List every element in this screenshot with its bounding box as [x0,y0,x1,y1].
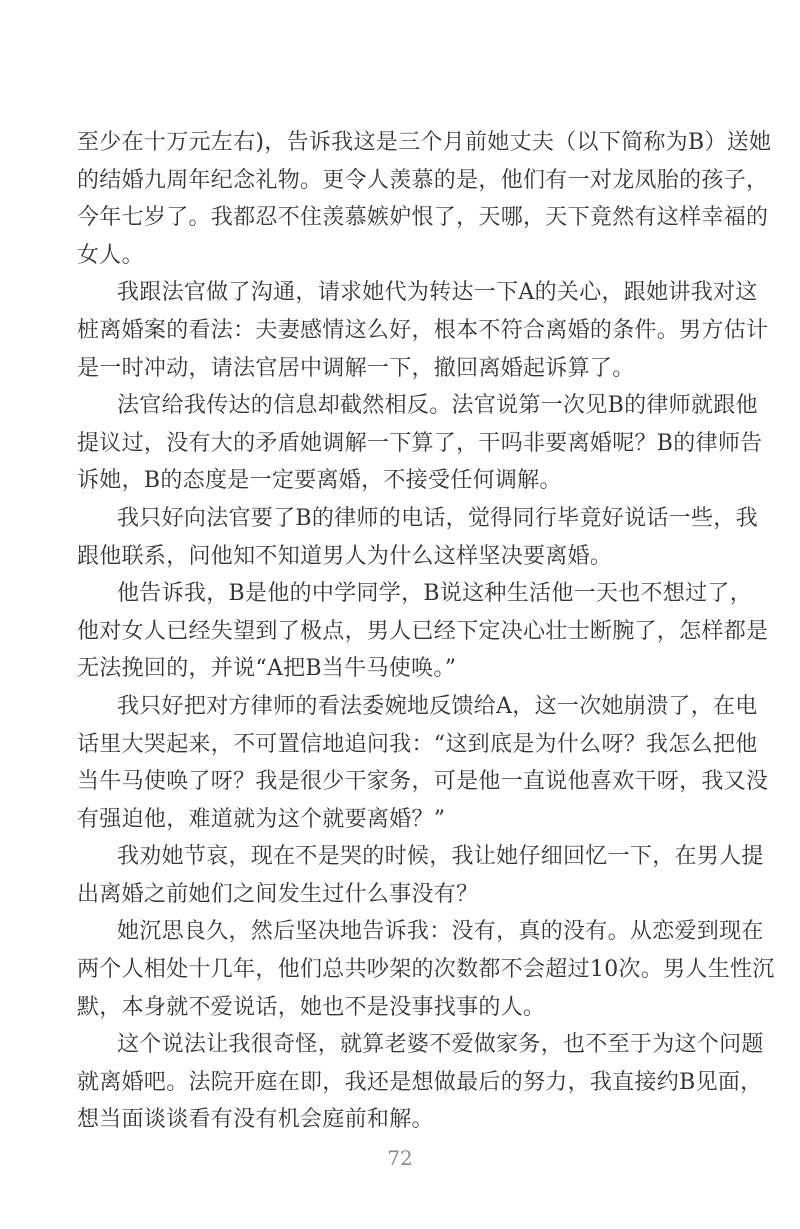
text-line: 我只好把对方律师的看法委婉地反馈给A，这一次她崩溃了，在电 [117,693,758,719]
text-line: 默，本身就不爱说话，她也不是没事找事的人。 [77,994,546,1020]
text-line: 话里大哭起来，不可置信地追问我：“这到底是为什么呀？我怎么把他 [77,731,758,757]
text-line: 这个说法让我很奇怪，就算老婆不爱做家务，也不至于为这个问题 [117,1032,764,1058]
text-line: 无法挽回的，并说“A把B当牛马使唤。” [77,656,457,682]
text-line: 出离婚之前她们之间发生过什么事没有？ [77,881,479,907]
text-line: 跟他联系，问他知不知道男人为什么这样坚决要离婚。 [77,543,613,569]
text-line: 就离婚吧。法院开庭在即，我还是想做最后的努力，我直接约B见面， [77,1069,763,1095]
text-line: 他告诉我，B是他的中学同学，B说这种生活他一天也不想过了， [117,581,753,607]
page-number: 72 [387,1146,413,1170]
text-line: 他对女人已经失望到了极点，男人已经下定决心壮士断腕了，怎样都是 [77,618,769,644]
text-line: 两个人相处十几年，他们总共吵架的次数都不会超过10次。男人生性沉 [77,957,775,983]
text-line: 提议过，没有大的矛盾她调解一下算了，干吗非要离婚呢？B的律师告 [77,430,763,456]
text-line: 今年七岁了。我都忍不住羡慕嫉妒恨了，天哪，天下竟然有这样幸福的 [77,205,769,231]
text-line: 她沉思良久，然后坚决地告诉我：没有，真的没有。从恋爱到现在 [117,919,764,945]
text-line: 的结婚九周年纪念礼物。更令人羡慕的是，他们有一对龙凤胎的孩子， [77,167,769,193]
text-line: 当牛马使唤了呀？我是很少干家务，可是他一直说他喜欢干呀，我又没 [77,769,769,795]
text-line: 我劝她节哀，现在不是哭的时候，我让她仔细回忆一下，在男人提 [117,844,764,870]
text-line: 女人。 [77,242,144,268]
text-line: 至少在十万元左右)，告诉我这是三个月前她丈夫（以下简称为B）送她 [77,130,772,155]
text-line: 诉她，B的态度是一定要离婚，不接受任何调解。 [77,468,562,494]
text-line: 是一时冲动，请法官居中调解一下，撤回离婚起诉算了。 [77,355,635,381]
text-line: 我跟法官做了沟通，请求她代为转达一下A的关心，跟她讲我对这 [117,280,758,306]
body-text [77,124,775,1139]
text-line: 我只好向法官要了B的律师的电话，觉得同行毕竟好说话一些，我 [117,505,758,531]
text-line: 法官给我传达的信息却截然相反。法官说第一次见B的律师就跟他 [117,393,758,419]
text-line: 想当面谈谈看有没有机会庭前和解。 [77,1107,434,1133]
text-line: 有强迫他，难道就为这个就要离婚？” [77,806,446,832]
text-line: 桩离婚案的看法：夫妻感情这么好，根本不符合离婚的条件。男方估计 [77,317,769,343]
